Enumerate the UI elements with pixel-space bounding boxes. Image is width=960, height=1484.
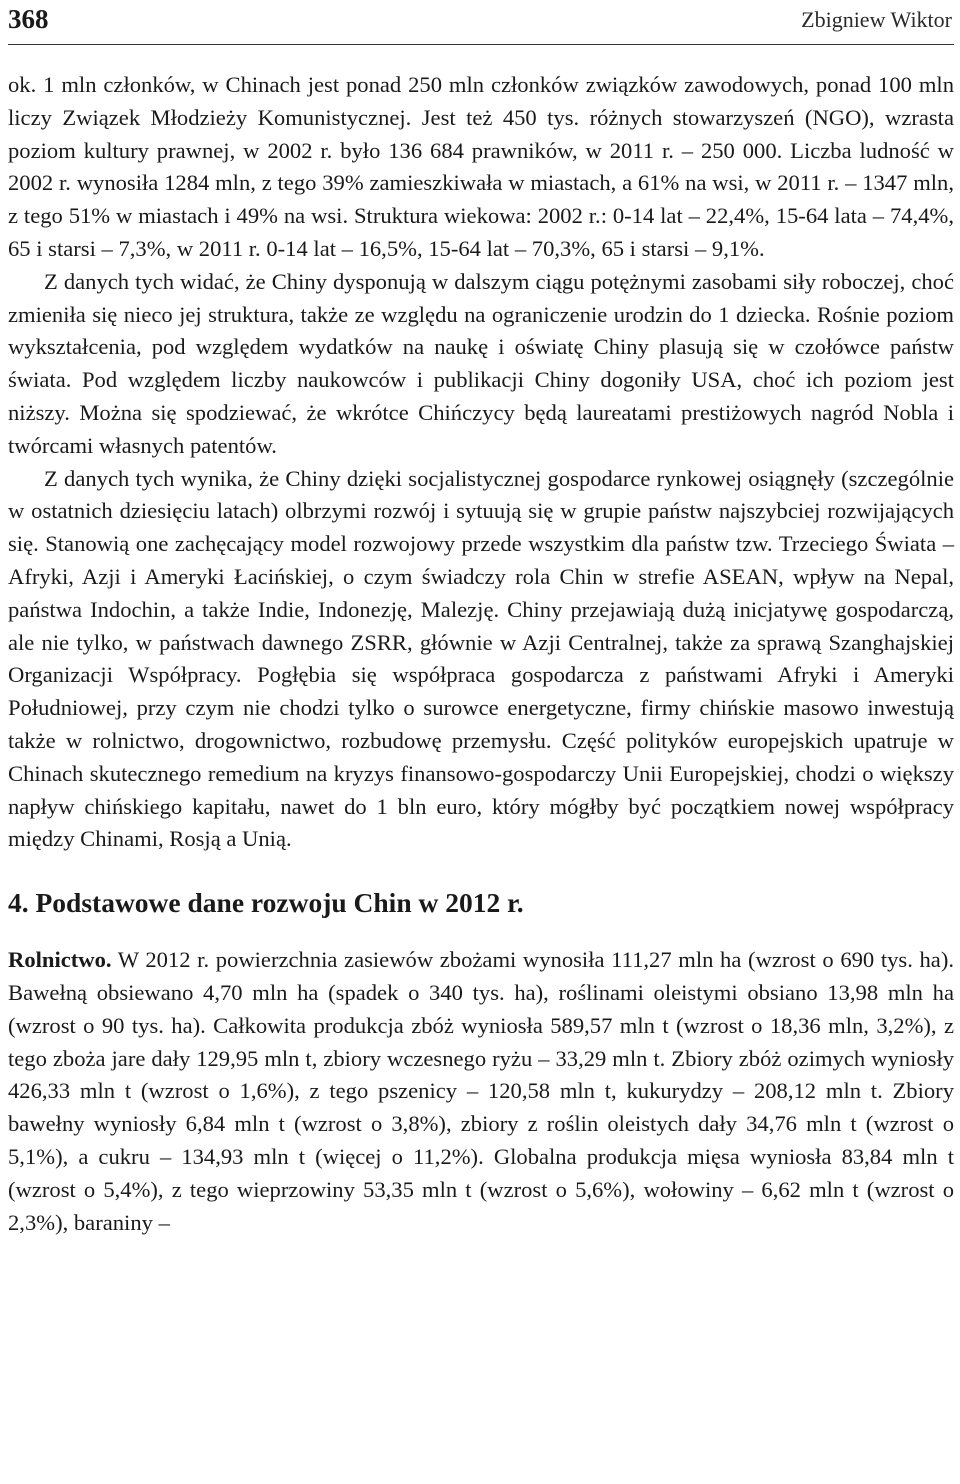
- paragraph-economic-development: Z danych tych wynika, że Chiny dzięki socjalistycznej gospodarce rynkowej osiągnęły (szczególnie w ostatnich dziesięciu latach) olbrzymi rozwój i sytuują się w grupie państw najszybciej rozwijających się. Stanowią one zachęcający model rozwojowy przede wszystkim dla państw tzw. Trzeciego Świata – Afryki, Azji i Ameryki Łacińskiej, o czym świadczy rola Chin w strefie ASEAN, wpływ na Nepal, państwa Indochin, a także Indie, Indonezję, Malezję. Chiny przejawiają dużą inicjatywę gospodarczą, ale nie tylko, w państwach dawnego ZSRR, głównie w Azji Centralnej, także za sprawą Szanghajskiej Organizacji Współpracy. Pogłębia się współpraca gospodarcza z państwami Afryki i Ameryki Południowej, przy czym nie chodzi tylko o surowce energetyczne, firmy chińskie masowo inwestują także w rolnictwo, drogownictwo, rozbudowę przemysłu. Część polityków europejskich upatruje w Chinach skutecznego remedium na kryzys finansowo-gospodarczy Unii Europejskiej, chodzi o większy napływ chińskiego kapitału, nawet do 1 bln euro, który mógłby być początkiem nowej współpracy między Chinami, Rosją a Unią.: [8, 465, 954, 852]
- paragraph-continuation: ok. 1 mln członków, w Chinach jest ponad 250 mln członków związków zawodowych, ponad 100 mln liczy Związek Młodzieży Komunistycznej. Jest też 450 tys. różnych stowarzyszeń (NGO), wzrasta poziom kultury prawnej, w 2002 r. było 136 684 prawników, w 2011 r. – 250 000. Liczba ludność w 2002 r. wynosiła 1284 mln, z tego 39% zamieszkiwała w miastach, a 61% na wsi, w 2011 r. – 1347 mln, z tego 51% w miastach i 49% na wsi. Struktura wiekowa: 2002 r.: 0-14 lat – 22,4%, 15-64 lata – 74,4%, 65 i starsi – 7,3%, w 2011 r. 0-14 lat – 16,5%, 15-64 lat – 70,3%, 65 i starsi – 9,1%.: [8, 72, 954, 261]
- page-body: [8, 69, 954, 1239]
- paragraph-agriculture: [8, 944, 954, 1239]
- run-in-heading: Rolnictwo.: [8, 947, 112, 973]
- running-head-author: Zbigniew Wiktor: [801, 7, 952, 32]
- section-heading: 4. Podstawowe dane rozwoju Chin w 2012 r.: [8, 887, 524, 919]
- paragraph-labour-force: Z danych tych widać, że Chiny dysponują w dalszym ciągu potężnymi zasobami siły roboczej, choć zmieniła się nieco jej struktura, także ze względu na ograniczenie urodzin do 1 dziecka. Rośnie poziom wykształcenia, pod względem wydatków na naukę i oświatę Chiny plasują się w czołówce państw świata. Pod względem liczby naukowców i publikacji Chiny dogoniły USA, choć ich poziom jest niższy. Można się spodziewać, że wkrótce Chińczycy będą laureatami prestiżowych nagród Nobla i twórcami własnych patentów.: [8, 268, 954, 458]
- page-number: 368: [8, 4, 49, 34]
- agriculture-text: W 2012 r. powierzchnia zasiewów zbożami wynosiła 111,27 mln ha (wzrost o 690 tys. ha). Bawełną obsiewano 4,70 mln ha (spadek o 340 tys. ha), roślinami oleistymi obsiano 13,98 mln ha (wzrost o 90 tys. ha). Całkowita produkcja zbóż wyniosła 589,57 mln t (wzrost o 18,36 mln, 3,2%), z tego zboża jare dały 129,95 mln t, zbiory wczesnego ryżu – 33,29 mln t. Zbiory zbóż ozimych wyniosły 426,33 mln t (wzrost o 1,6%), z tego pszenicy – 120,58 mln t, kukurydzy – 208,12 mln t. Zbiory bawełny wyniosły 6,84 mln t (wzrost o 3,8%), zbiory z roślin oleistych dały 34,76 mln t (wzrost o 5,1%), a cukru – 134,93 mln t (więcej o 11,2%). Globalna produkcja mięsa wyniosła 83,84 mln t (wzrost o 5,4%), z tego wieprzowiny 53,35 mln t (wzrost o 5,6%), wołowiny – 6,62 mln t (wzrost o 2,3%), baraniny –: [8, 947, 954, 1235]
- page-header: [8, 0, 954, 45]
- book-page: [8, 0, 954, 1239]
